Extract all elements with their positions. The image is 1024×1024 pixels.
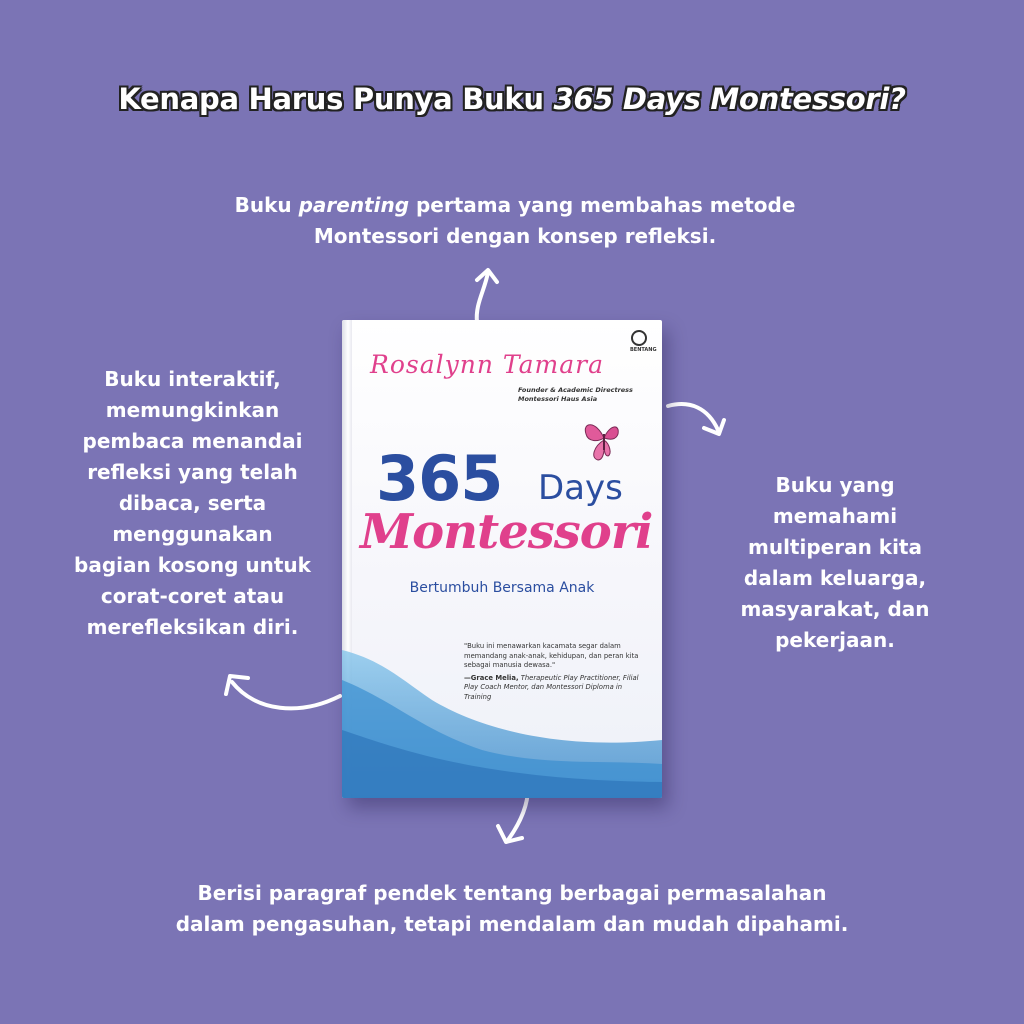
quote-text: "Buku ini menawarkan kacamata segar dalam memandang anak-anak, kehidupan, dan peran kita sebagai manusia dewasa." — [464, 642, 639, 669]
quote-role: Therapeutic Play Practitioner, Filial Play Coach Mentor, dan Montessori Diploma in Training — [464, 673, 639, 701]
point-top-line2: Montessori dengan konsep refleksi. — [313, 224, 717, 248]
book-subtitle: Bertumbuh Bersama Anak — [409, 580, 595, 596]
point-top-line1 — [200, 190, 830, 221]
point-right-line: dalam keluarga, — [743, 566, 927, 590]
point-right-line: Buku yang — [775, 473, 895, 497]
quote-name: —Grace Melia, — [464, 673, 519, 682]
point-bottom-line: Berisi paragraf pendek tentang berbagai permasalahan — [197, 881, 827, 905]
book-author: Rosalynn Tamara — [370, 350, 604, 379]
title-book-name: 365 Days Montessori? — [553, 82, 906, 116]
point-top-post: pertama yang membahas metode — [409, 193, 796, 217]
book-quote — [464, 642, 650, 702]
book-title-number: 365 — [376, 442, 503, 515]
point-left — [50, 364, 335, 643]
point-left-line: menggunakan — [112, 522, 273, 546]
point-top — [200, 190, 830, 252]
title-prefix: Kenapa Harus Punya Buku — [118, 82, 554, 116]
book-author-role — [518, 386, 658, 404]
point-bottom — [130, 878, 894, 940]
page-title — [0, 82, 1024, 116]
point-left-line: merefleksikan diri. — [86, 615, 299, 639]
point-right-line: masyarakat, dan — [740, 597, 930, 621]
point-left-line: pembaca menandai — [82, 429, 303, 453]
arrow-right-icon — [664, 398, 734, 444]
author-role-line1: Founder & Academic Directress — [518, 386, 633, 394]
point-left-line: corat-coret atau — [100, 584, 285, 608]
point-left-line: Buku interaktif, — [104, 367, 281, 391]
point-right-line: memahami — [772, 504, 898, 528]
arrow-left-icon — [220, 664, 344, 716]
point-right — [700, 470, 970, 656]
quote-attribution — [464, 674, 650, 703]
point-right-line: pekerjaan. — [775, 628, 895, 652]
arrow-up-icon — [455, 262, 515, 326]
point-left-line: refleksi yang telah — [87, 460, 298, 484]
point-left-line: dibaca, serta — [118, 491, 267, 515]
book-cover — [342, 320, 662, 798]
butterfly-icon — [580, 416, 628, 464]
point-top-pre: Buku — [234, 193, 299, 217]
author-role-line2: Montessori Haus Asia — [518, 395, 598, 403]
point-top-emphasis: parenting — [298, 193, 410, 217]
publisher-logo — [630, 330, 657, 353]
publisher-name: BENTANG — [630, 347, 657, 353]
book-title-word: Montessori — [360, 504, 653, 560]
point-right-line: multiperan kita — [747, 535, 922, 559]
point-bottom-line: dalam pengasuhan, tetapi mendalam dan mudah dipahami. — [175, 912, 849, 936]
point-left-line: bagian kosong untuk — [74, 553, 311, 577]
book-title-days: Days — [538, 468, 623, 508]
point-left-line: memungkinkan — [105, 398, 280, 422]
